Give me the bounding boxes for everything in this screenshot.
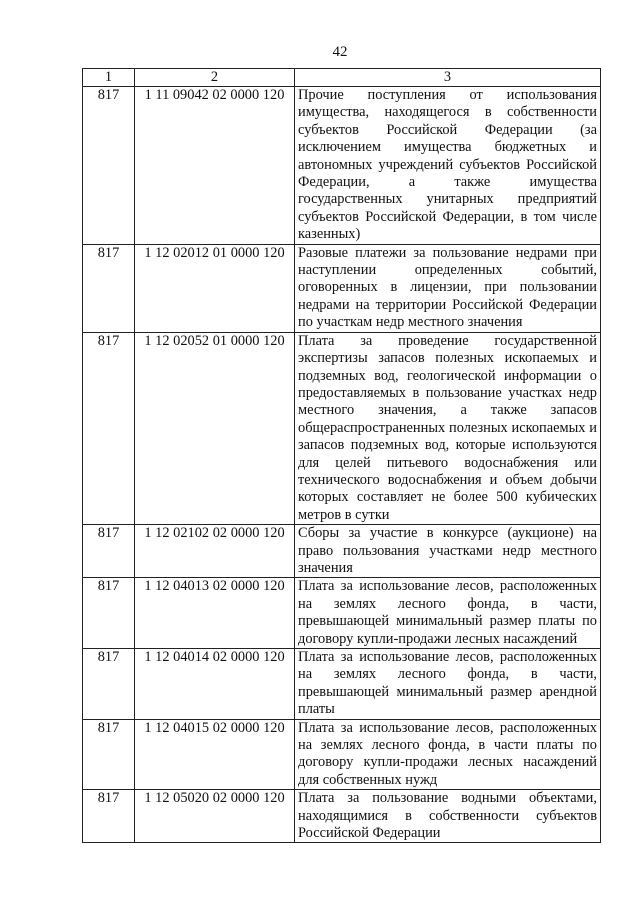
header-col-2: 2: [135, 69, 295, 87]
table-body: [83, 87, 601, 843]
header-col-3: 3: [295, 69, 601, 87]
table-row: [83, 649, 601, 720]
table-row: [83, 87, 601, 245]
admin-code-cell: 817: [83, 649, 135, 720]
table-row: [83, 578, 601, 649]
budget-code-cell: 1 12 04014 02 0000 120: [135, 649, 295, 720]
table-row: [83, 332, 601, 524]
description-cell: Плата за проведение государственной экспертизы запасов полезных ископаемых и подземных вод, геологической информации о предоставляемых в пользование участках недр местного значения, а также запасов общераспространенных полезных ископаемых и запасов подземных вод, которые используются для целей питьевого водоснабжения или технического водоснабжения и объем добычи которых составляет не более 500 кубических метров в сутки: [295, 332, 601, 524]
budget-code-cell: 1 12 05020 02 0000 120: [135, 790, 295, 843]
admin-code-cell: 817: [83, 719, 135, 790]
description-cell: Прочие поступления от использования имущества, находящегося в собственности субъектов Российской Федерации (за исключением имущества бюджетных и автономных учреждений субъектов Российской Федерации, а также имущества государственных унитарных предприятий субъектов Российской Федерации, в том числе казенных): [295, 87, 601, 245]
table-row: [83, 790, 601, 843]
budget-revenue-table: [82, 68, 601, 843]
budget-code-cell: 1 12 02012 01 0000 120: [135, 244, 295, 332]
admin-code-cell: 817: [83, 578, 135, 649]
budget-code-cell: 1 11 09042 02 0000 120: [135, 87, 295, 245]
admin-code-cell: 817: [83, 87, 135, 245]
description-cell: Плата за использование лесов, расположенных на землях лесного фонда, в части платы по договору купли-продажи лесных насаждений для собственных нужд: [295, 719, 601, 790]
admin-code-cell: 817: [83, 525, 135, 578]
admin-code-cell: 817: [83, 790, 135, 843]
description-cell: Сборы за участие в конкурсе (аукционе) на право пользования участками недр местного значения: [295, 525, 601, 578]
budget-code-cell: 1 12 02102 02 0000 120: [135, 525, 295, 578]
description-cell: Плата за использование лесов, расположенных на землях лесного фонда, в части, превышающей минимальный размер арендной платы: [295, 649, 601, 720]
budget-code-cell: 1 12 04013 02 0000 120: [135, 578, 295, 649]
table-header: [83, 69, 601, 87]
admin-code-cell: 817: [83, 332, 135, 524]
header-row: [83, 69, 601, 87]
description-cell: Плата за пользование водными объектами, находящимися в собственности субъектов Российской Федерации: [295, 790, 601, 843]
header-col-1: 1: [83, 69, 135, 87]
admin-code-cell: 817: [83, 244, 135, 332]
description-cell: Разовые платежи за пользование недрами при наступлении определенных событий, оговоренных в лицензии, при пользовании недрами на территории Российской Федерации по участкам недр местного значения: [295, 244, 601, 332]
budget-code-cell: 1 12 02052 01 0000 120: [135, 332, 295, 524]
table-row: [83, 244, 601, 332]
table-row: [83, 719, 601, 790]
page-number: 42: [332, 44, 348, 60]
table-row: [83, 525, 601, 578]
budget-code-cell: 1 12 04015 02 0000 120: [135, 719, 295, 790]
description-cell: Плата за использование лесов, расположенных на землях лесного фонда, в части, превышающей минимальный размер платы по договору купли-продажи лесных насаждений: [295, 578, 601, 649]
